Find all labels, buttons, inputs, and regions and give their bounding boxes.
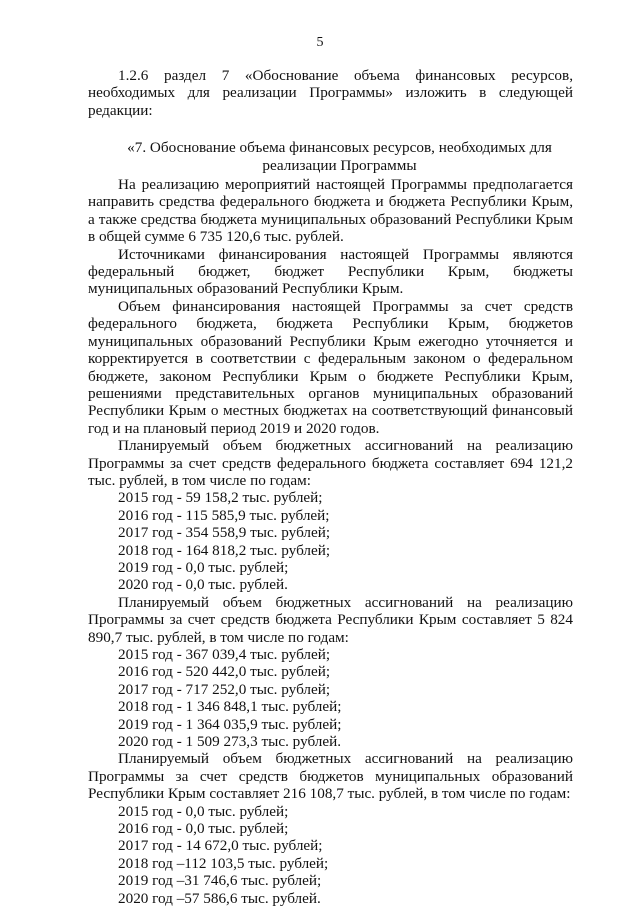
document-body xyxy=(88,67,573,907)
list-item: 2019 год - 0,0 тыс. рублей; xyxy=(118,558,289,576)
paragraph-funding-sources: Источниками финансирования настоящей Программы являются федеральный бюджет, бюджет Республики Крым, бюджеты муниципальных образований Республики Крым. xyxy=(88,245,573,298)
page-number: 5 xyxy=(316,35,324,50)
paragraph-funding-adjustment: Объем финансирования настоящей Программы за счет средств федерального бюджета, бюджета Республики Крым, бюджетов муниципальных образований Республики Крым ежегодно уточняется и корректируется в соответствии с федеральным законом о федеральном бюджете, законом Республики Крым о бюджете Республики Крым, решениями представительных органов муниципальных образований Республики Крым о местных бюджетах на соответствующий финансовый год и на плановый период 2019 и 2020 годов. xyxy=(88,297,573,437)
list-item: 2019 год –31 746,6 тыс. рублей; xyxy=(118,872,322,890)
list-item: 2018 год - 164 818,2 тыс. рублей; xyxy=(118,541,331,559)
section-heading: «7. Обоснование объема финансовых ресурсов, необходимых для реализации Программы xyxy=(127,139,552,174)
federal-years-list xyxy=(88,489,573,593)
list-item: 2020 год –57 586,6 тыс. рублей. xyxy=(118,889,321,907)
list-item: 2015 год - 59 158,2 тыс. рублей; xyxy=(118,489,323,507)
list-item: 2017 год - 354 558,9 тыс. рублей; xyxy=(118,524,331,542)
list-item: 2018 год - 1 346 848,1 тыс. рублей; xyxy=(118,698,342,716)
list-item: 2016 год - 115 585,9 тыс. рублей; xyxy=(118,506,330,524)
intro-paragraph: 1.2.6 раздел 7 «Обоснование объема финансовых ресурсов, необходимых для реализации Программы» изложить в следующей редакции: xyxy=(88,67,573,119)
paragraph-total-funding: На реализацию мероприятий настоящей Программы предполагается направить средства федерального бюджета и бюджета Республики Крым, а также средства бюджета муниципальных образований Республики Крым в общей сумме 6 735 120,6 тыс. рублей. xyxy=(88,176,573,246)
crimea-years-list xyxy=(88,646,573,750)
list-item: 2015 год - 0,0 тыс. рублей; xyxy=(118,802,289,820)
municipal-years-list xyxy=(88,803,573,907)
paragraph-crimea-budget: Планируемый объем бюджетных ассигнований на реализацию Программы за счет средств бюджета Республики Крым составляет 5 824 890,7 тыс. рублей, в том числе по годам: xyxy=(88,593,573,646)
list-item: 2017 год - 717 252,0 тыс. рублей; xyxy=(118,680,331,698)
list-item: 2016 год - 520 442,0 тыс. рублей; xyxy=(118,663,331,681)
paragraph-municipal-budget: Планируемый объем бюджетных ассигнований на реализацию Программы за счет средств бюджетов муниципальных образований Республики Крым составляет 216 108,7 тыс. рублей, в том числе по годам: xyxy=(88,750,573,803)
list-item: 2017 год - 14 672,0 тыс. рублей; xyxy=(118,837,323,855)
list-item: 2019 год - 1 364 035,9 тыс. рублей; xyxy=(118,715,342,733)
list-item: 2016 год - 0,0 тыс. рублей; xyxy=(118,820,289,838)
list-item: 2020 год - 1 509 273,3 тыс. рублей. xyxy=(118,733,342,751)
list-item: 2020 год - 0,0 тыс. рублей. xyxy=(118,576,288,594)
list-item: 2018 год –112 103,5 тыс. рублей; xyxy=(118,854,329,872)
list-item: 2015 год - 367 039,4 тыс. рублей; xyxy=(118,646,331,663)
paragraph-federal-budget: Планируемый объем бюджетных ассигнований на реализацию Программы за счет средств федерального бюджета составляет 694 121,2 тыс. рублей, в том числе по годам: xyxy=(88,437,573,489)
